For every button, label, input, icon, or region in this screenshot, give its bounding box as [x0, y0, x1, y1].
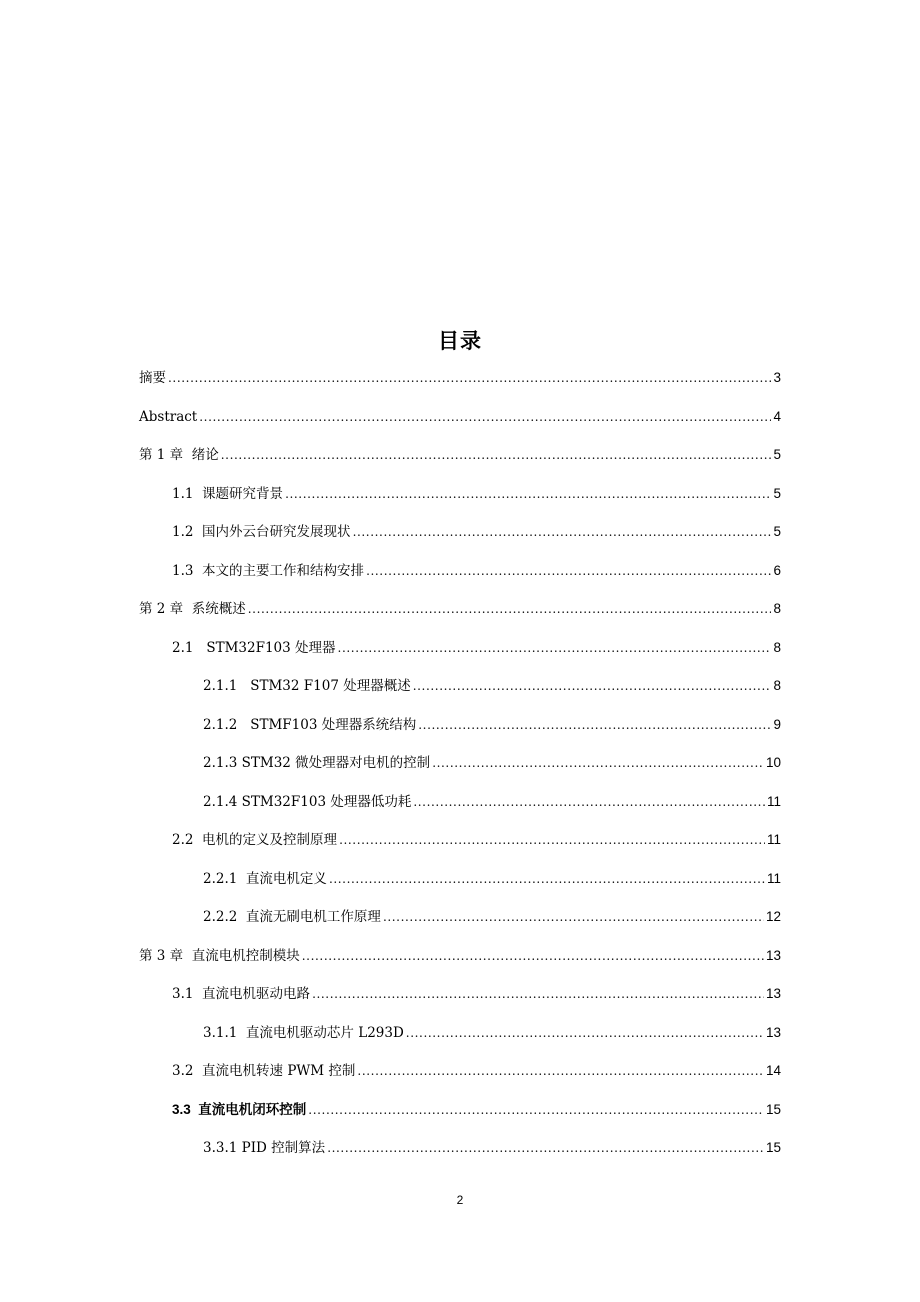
- toc-dot-leader: [418, 713, 771, 737]
- toc-entry[interactable]: [203, 751, 781, 775]
- toc-entry[interactable]: [139, 443, 781, 467]
- toc-dot-leader: [199, 405, 771, 429]
- toc-entry[interactable]: [139, 366, 781, 390]
- toc-entry-page: 11: [766, 832, 781, 847]
- toc-dot-leader: [339, 828, 765, 852]
- toc-dot-leader: [406, 1021, 764, 1045]
- toc-entry-page: 15: [765, 1140, 781, 1155]
- toc-entry[interactable]: [172, 520, 781, 544]
- toc-entry[interactable]: [172, 982, 781, 1006]
- toc-entry-label: 2.1.1 STM32 F107 处理器概述: [203, 678, 411, 694]
- toc-entry-page: 5: [773, 524, 781, 539]
- toc-entry-label: 第 2 章 系统概述: [139, 601, 246, 617]
- toc-dot-leader: [413, 790, 765, 814]
- toc-dot-leader: [383, 905, 764, 929]
- toc-entry-page: 13: [765, 947, 781, 963]
- toc-entry-label: 1.2 国内外云台研究发展现状: [172, 524, 351, 540]
- toc-entry[interactable]: [172, 636, 781, 660]
- toc-dot-leader: [338, 636, 772, 660]
- toc-entry-label: 3.1.1 直流电机驱动芯片 L293D: [203, 1024, 404, 1041]
- toc-entry[interactable]: [203, 674, 781, 698]
- page-number: 2: [456, 1193, 464, 1207]
- toc-entry[interactable]: [172, 1098, 781, 1122]
- toc-entry[interactable]: [203, 713, 781, 737]
- toc-dot-leader: [329, 867, 765, 891]
- toc-entry-label: 第 1 章 绪论: [139, 447, 219, 463]
- toc-entry-label: Abstract: [139, 408, 198, 425]
- toc-dot-leader: [248, 597, 772, 621]
- toc-title: 目录: [438, 329, 482, 353]
- toc-entry-label: 2.2.1 直流电机定义: [203, 870, 327, 887]
- toc-entry-page: 6: [773, 562, 781, 578]
- toc-entry-label: 1.1 课题研究背景: [172, 485, 284, 502]
- toc-entry-page: 5: [773, 485, 781, 501]
- toc-entry[interactable]: [172, 482, 781, 506]
- toc-entry-label: 摘要: [139, 370, 166, 386]
- toc-entry-label: 2.1.3 STM32 微处理器对电机的控制: [203, 755, 431, 771]
- toc-entry[interactable]: [203, 867, 781, 891]
- toc-entry-label: 3.3.1 PID 控制算法: [203, 1140, 326, 1156]
- toc-entry[interactable]: [139, 944, 781, 968]
- toc-entry-page: 8: [773, 639, 781, 655]
- toc-dot-leader: [366, 559, 771, 583]
- toc-entry[interactable]: [203, 790, 781, 814]
- toc-dot-leader: [312, 982, 764, 1006]
- toc-entry-label: 2.2.2 直流无刷电机工作原理: [203, 909, 381, 925]
- toc-entry-label: 2.2 电机的定义及控制原理: [172, 832, 338, 848]
- toc-entry-label: 3.1 直流电机驱动电路: [172, 986, 311, 1002]
- toc-entry-page: 12: [765, 909, 781, 924]
- toc-entry-page: 3: [773, 370, 781, 385]
- toc-entry-page: 15: [765, 1101, 781, 1117]
- toc-entry-page: 14: [765, 1063, 781, 1078]
- toc-dot-leader: [221, 443, 772, 467]
- toc-dot-leader: [432, 751, 764, 775]
- toc-entry-label: 2.1.4 STM32F103 处理器低功耗: [203, 793, 412, 810]
- toc-dot-leader: [327, 1136, 764, 1160]
- toc-entry-label: 3.2 直流电机转速 PWM 控制: [172, 1063, 356, 1079]
- toc-entry-label: 第 3 章 直流电机控制模块: [139, 947, 300, 964]
- toc-entry-label: 1.3 本文的主要工作和结构安排: [172, 562, 365, 579]
- toc-entry-page: 4: [773, 408, 781, 424]
- toc-entry-label: 3.3 直流电机闭环控制: [172, 1101, 307, 1117]
- toc-entry-page: 8: [773, 678, 781, 693]
- toc-entry[interactable]: [203, 1021, 781, 1045]
- toc-entry[interactable]: [172, 1059, 781, 1083]
- toc-entry[interactable]: [203, 905, 781, 929]
- toc-entry-page: 10: [765, 755, 781, 770]
- toc-entry[interactable]: [203, 1136, 781, 1160]
- toc-entry[interactable]: [172, 828, 781, 852]
- toc-dot-leader: [302, 944, 764, 968]
- toc-entry-page: 5: [773, 447, 781, 462]
- toc-dot-leader: [308, 1098, 764, 1122]
- toc-dot-leader: [285, 482, 771, 506]
- toc-entry-page: 9: [773, 716, 781, 732]
- toc-entry-page: 13: [765, 986, 781, 1001]
- toc-entry-label: 2.1.2 STMF103 处理器系统结构: [203, 716, 417, 733]
- toc-entry-page: 11: [766, 870, 781, 886]
- toc-entry-page: 13: [765, 1024, 781, 1040]
- toc-dot-leader: [353, 520, 772, 544]
- toc-entry-page: 8: [773, 601, 781, 616]
- toc-entry-page: 11: [766, 793, 781, 809]
- toc-dot-leader: [168, 366, 771, 390]
- toc-dot-leader: [413, 674, 772, 698]
- toc-dot-leader: [357, 1059, 764, 1083]
- toc-entry[interactable]: [172, 559, 781, 583]
- toc-entry-label: 2.1 STM32F103 处理器: [172, 639, 336, 656]
- toc-entry[interactable]: [139, 597, 781, 621]
- toc-entry[interactable]: [139, 405, 781, 429]
